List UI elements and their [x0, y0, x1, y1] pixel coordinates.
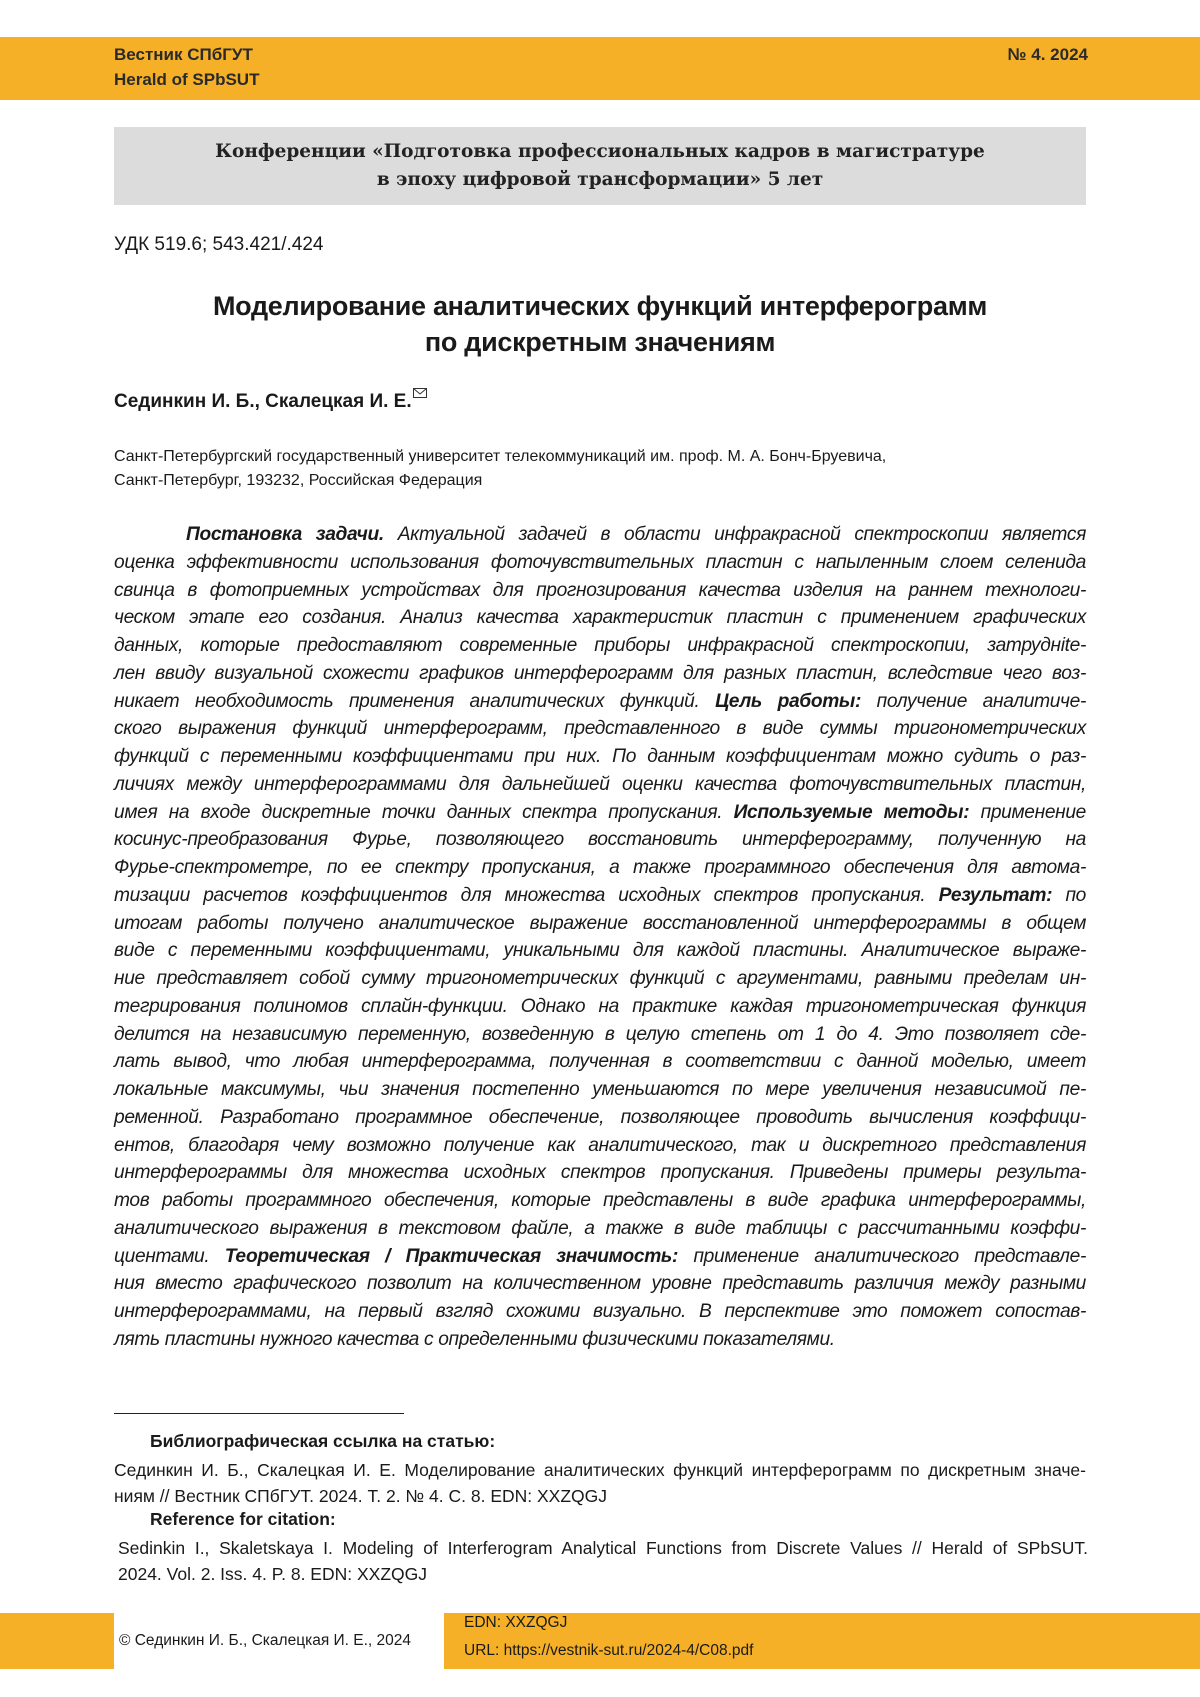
abstract-line: лен ввиду визуальной схожести графиков интерферограмм для разных пластин, вследствие чего воз- — [114, 662, 1086, 684]
abstract-line: имея на входе дискретные точки данных спектра пропускания. Используемые методы: применение — [114, 801, 1086, 823]
citation-heading-en: Reference for citation: — [150, 1509, 336, 1529]
abstract-line: личиях между интерферограммами для дальнейшей оценки качества фоточувствительных пластин, — [114, 773, 1086, 795]
abstract-line: тизации расчетов коэффициентов для множества исходных спектров пропускания. Результат: по — [114, 884, 1086, 906]
label-significance: Теоретическая / Практическая значимость: — [224, 1245, 679, 1267]
udk-code: УДК 519.6; 543.421/.424 — [114, 234, 324, 255]
abstract-line: аналитического выражения в текстовом файле, а также в виде таблицы с рассчитанными коэффи- — [114, 1217, 1086, 1239]
abstract-line: виде с переменными коэффициентами, уникальными для каждой пластины. Аналитическое выраже- — [114, 940, 1086, 962]
citation-en — [118, 1535, 1088, 1587]
abstract-line: ременной. Разработано программное обеспечение, позволяющее проводить вычисления коэффици- — [114, 1106, 1086, 1128]
abstract-line: ского выражения функций интерферограмм, представленного в виде суммы тригонометрических — [114, 718, 1086, 740]
issue-number: № 4. 2024 — [1007, 45, 1088, 64]
label-result: Результат: — [938, 884, 1053, 906]
affiliation — [114, 445, 886, 493]
footnote-divider — [114, 1413, 404, 1414]
abstract-line: локальные максимумы, чьи значения постепенно уменьшаются по мере увеличения независимой пе- — [114, 1079, 1086, 1100]
article-title — [114, 288, 1086, 360]
abstract-line: никает необходимость применения аналитических функций. Цель работы: получение аналитиче- — [114, 690, 1086, 712]
abstract-line: функций с переменными коэффициентами при них. По данным коэффициентам можно судить о раз- — [114, 746, 1086, 767]
abstract-line: тегрирования полиномов сплайн-функции. Однако на практике каждая тригонометрическая функция — [114, 995, 1086, 1017]
abstract-line: косинус-преобразования Фурье, позволяющего восстановить интерферограмму, полученную на — [114, 829, 1086, 851]
affiliation-line-2: Санкт-Петербург, 193232, Российская Федерация — [114, 472, 483, 489]
abstract-line: лять пластины нужного качества с определенными физическими показателями. — [114, 1328, 835, 1350]
author-names: Сединкин И. Б., Скалецкая И. Е. — [114, 391, 412, 412]
affiliation-line-1: Санкт-Петербургский государственный университет телекоммуникаций им. проф. М. А. Бонч-Бруевича, — [114, 448, 887, 465]
citation-ru-line-1: Сединкин И. Б., Скалецкая И. Е. Моделирование аналитических функций интерферограмм по дискретным значе- — [114, 1460, 1086, 1480]
article-url[interactable]: URL: https://vestnik-sut.ru/2024-4/C08.pdf — [464, 1642, 754, 1659]
abstract-line: лать вывод, что любая интерферограмма, полученная в соответствии с данной моделью, имеет — [114, 1051, 1086, 1073]
abstract-line: интерферограммами, на первый взгляд схожими визуально. В перспективе это поможет сопостав- — [114, 1301, 1086, 1322]
abstract-line: ентов, благодаря чему возможно получение как аналитического, так и дискретного представления — [114, 1134, 1086, 1156]
title-line-2: по дискретным значениям — [424, 327, 776, 357]
abstract-line: Постановка задачи. Актуальной задачей в области инфракрасной спектроскопии является — [186, 524, 1086, 545]
abstract-line: ческом этапе его создания. Анализ качества характеристик пластин с применением графических — [114, 607, 1086, 629]
abstract-line: ния вместо графического позволит на количественном уровне представить различия между разными — [114, 1273, 1086, 1295]
journal-title-en: Herald of SPbSUT — [114, 70, 260, 89]
abstract-line: ние представляет собой сумму тригонометрических функций с аргументами, равными пределам ин- — [114, 968, 1086, 989]
authors — [114, 388, 427, 413]
copyright: © Сединкин И. Б., Скалецкая И. Е., 2024 — [119, 1632, 412, 1649]
citation-heading-ru: Библиографическая ссылка на статью: — [150, 1431, 496, 1451]
conference-line-1: Конференции «Подготовка профессиональных кадров в магистратуре — [215, 141, 985, 162]
title-line-1: Моделирование аналитических функций интерферограмм — [212, 291, 988, 321]
abstract-line: тов работы программного обеспечения, которые представлены в виде графика интерферограммы, — [114, 1190, 1086, 1211]
abstract-line: циентами. Теоретическая / Практическая значимость: применение аналитического представле- — [114, 1245, 1087, 1267]
label-methods: Используемые методы: — [733, 801, 970, 823]
abstract-line: свинца в фотоприемных устройствах для прогнозирования качества изделия на раннем технологи- — [114, 579, 1086, 601]
abstract-line: итогам работы получено аналитическое выражение восстановленной интерферограммы в общем — [114, 912, 1086, 934]
abstract-line: делится на независимую переменную, возведенную в целую степень от 1 до 4. Это позволяет сде- — [114, 1023, 1086, 1045]
label-goal: Цель работы: — [715, 690, 861, 712]
envelope-icon — [413, 388, 427, 398]
abstract-line: Фурье-спектрометре, по ее спектру пропускания, а также программного обеспечения для автома- — [114, 857, 1086, 878]
citation-en-line-1: Sedinkin I., Skaletskaya I. Modeling of Interferogram Analytical Functions from Discrete Values // Herald of SPbSUT. — [118, 1538, 1088, 1558]
label-problem: Постановка задачи. — [186, 524, 384, 545]
journal-title-ru: Вестник СПбГУТ — [114, 45, 253, 64]
citation-en-line-2: 2024. Vol. 2. Iss. 4. P. 8. EDN: XXZQGJ — [118, 1564, 427, 1584]
citation-ru-line-2: ниям // Вестник СПбГУТ. 2024. Т. 2. № 4. С. 8. EDN: XXZQGJ — [114, 1486, 608, 1506]
conference-banner — [114, 127, 1086, 205]
abstract-line: оценка эффективности использования фоточувствительных пластин с напыленным слоем селенида — [114, 551, 1086, 573]
edn-code: EDN: XXZQGJ — [464, 1614, 568, 1631]
citation-ru — [114, 1457, 1086, 1509]
conference-line-2: в эпоху цифровой трансформации» 5 лет — [376, 169, 824, 190]
abstract — [114, 521, 1086, 1354]
abstract-line: интерферограммы для множества исходных спектров пропускания. Приведены примеры результа- — [114, 1162, 1086, 1184]
abstract-line: данных, которые предоставляют современные приборы инфракрасной спектроскопии, затруднite- — [114, 635, 1086, 656]
